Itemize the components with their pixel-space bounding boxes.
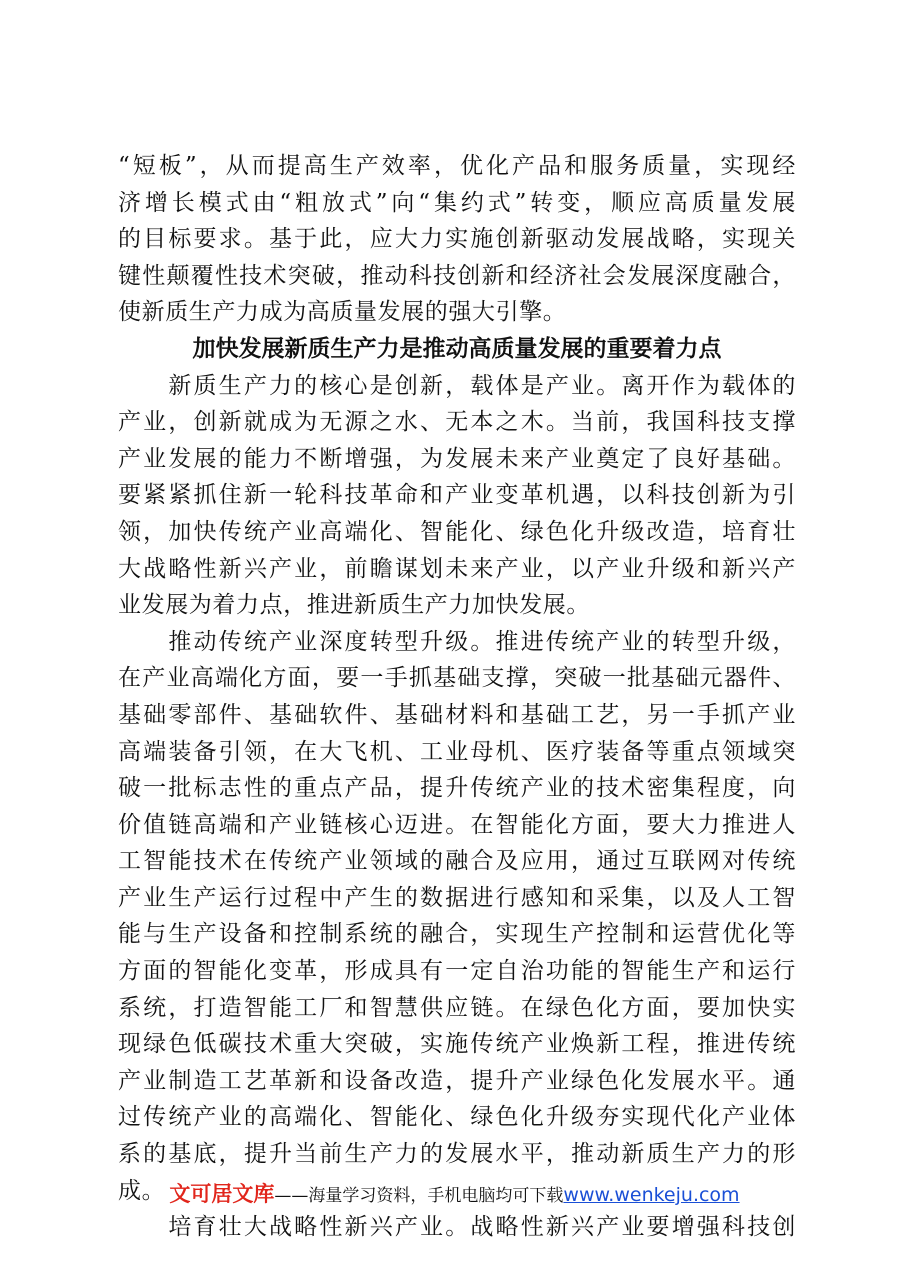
text-line: 产业，创新就成为无源之水、无本之木。当前，我国科技支撑 — [118, 409, 796, 436]
text-line: 破一批标志性的重点产品，提升传统产业的技术密集程度，向 — [118, 775, 796, 802]
text-line: 能与生产设备和控制系统的融合，实现生产控制和运营优化等 — [118, 921, 796, 948]
text-line: 键性颠覆性技术突破，推动科技创新和经济社会发展深度融合， — [118, 262, 796, 289]
text-line: 业发展为着力点，推进新质生产力加快发展。 — [118, 592, 590, 619]
section-heading: 加快发展新质生产力是推动高质量发展的重要着力点 — [192, 335, 722, 362]
text-line: 使新质生产力成为高质量发展的强大引擎。 — [118, 299, 567, 326]
text-line: 高端装备引领，在大飞机、工业母机、医疗装备等重点领域突 — [118, 738, 796, 765]
text-line: 过传统产业的高端化、智能化、绿色化升级夯实现代化产业体 — [118, 1104, 796, 1131]
page-footer — [0, 1178, 909, 1208]
footer-brand: 文可居文库 — [169, 1182, 275, 1206]
text-line: 系的基底，提升当前生产力的发展水平，推动新质生产力的形 — [118, 1141, 796, 1168]
text-line: 大战略性新兴产业，前瞻谋划未来产业，以产业升级和新兴产 — [118, 555, 796, 582]
text-line: 培育壮大战略性新兴产业。战略性新兴产业要增强科技创 — [118, 1214, 796, 1241]
text-line: 新质生产力的核心是创新，载体是产业。离开作为载体的 — [118, 372, 796, 399]
text-line: 济增长模式由“粗放式”向“集约式”转变，顺应高质量发展 — [118, 189, 796, 216]
text-line: 产业发展的能力不断增强，为发展未来产业奠定了良好基础。 — [118, 445, 796, 472]
document-body — [118, 148, 796, 1246]
text-line: 推动传统产业深度转型升级。推进传统产业的转型升级， — [118, 628, 796, 655]
text-line: “短板”，从而提高生产效率，优化产品和服务质量，实现经 — [118, 153, 796, 179]
text-line: 领，加快传统产业高端化、智能化、绿色化升级改造，培育壮 — [118, 518, 796, 545]
text-line: 方面的智能化变革，形成具有一定自治功能的智能生产和运行 — [118, 958, 796, 985]
text-line: 产业生产运行过程中产生的数据进行感知和采集，以及人工智 — [118, 884, 796, 911]
text-line: 现绿色低碳技术重大突破，实施传统产业焕新工程，推进传统 — [118, 1031, 796, 1058]
text-line: 的目标要求。基于此，应大力实施创新驱动发展战略，实现关 — [118, 226, 796, 253]
text-line: 产业制造工艺革新和设备改造，提升产业绿色化发展水平。通 — [118, 1067, 796, 1094]
text-line: 在产业高端化方面，要一手抓基础支撑，突破一批基础元器件、 — [118, 665, 796, 692]
text-line: 基础零部件、基础软件、基础材料和基础工艺，另一手抓产业 — [118, 701, 796, 728]
text-line: 工智能技术在传统产业领域的融合及应用，通过互联网对传统 — [118, 848, 796, 875]
footer-link[interactable]: www.wenkeju.com — [563, 1184, 740, 1206]
text-line: 系统，打造智能工厂和智慧供应链。在绿色化方面，要加快实 — [118, 994, 796, 1021]
text-line: 要紧紧抓住新一轮科技革命和产业变革机遇，以科技创新为引 — [118, 482, 796, 509]
text-line: 成。 — [118, 1177, 166, 1204]
footer-slogan: ——海量学习资料，手机电脑均可下载 — [274, 1186, 564, 1206]
text-line: 价值链高端和产业链核心迈进。在智能化方面，要大力推进人 — [118, 811, 796, 838]
